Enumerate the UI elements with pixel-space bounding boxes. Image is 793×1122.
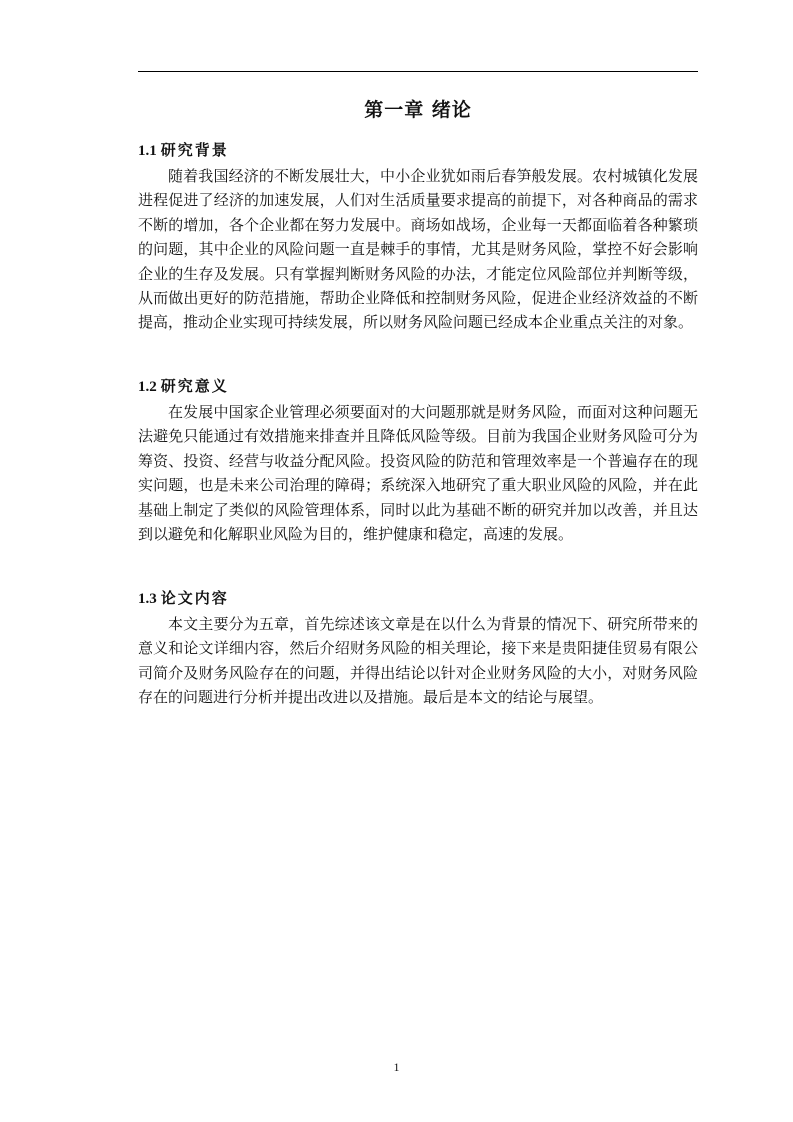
- section-heading: [138, 375, 698, 398]
- section-paragraph: 随着我国经济的不断发展壮大，中小企业犹如雨后春笋般发展。农村城镇化发展进程促进了经济的加速发展，人们对生活质量要求提高的前提下，对各种商品的需求不断的增加，各个企业都在努力发展中。商场如战场，企业每一天都面临着各种繁琐的问题，其中企业的风险问题一直是棘手的事情，尤其是财务风险，掌控不好会影响企业的生存及发展。只有掌握判断财务风险的办法，才能定位风险部位并判断等级，从而做出更好的防范措施，帮助企业降低和控制财务风险，促进企业经济效益的不断提高，推动企业实现可持续发展，所以财务风险问题已经成本企业重点关注的对象。: [138, 167, 698, 332]
- section-heading: [138, 139, 698, 162]
- section-number: 1.2: [138, 379, 157, 395]
- section-number: 1.1: [138, 143, 157, 159]
- section-number: 1.3: [138, 591, 157, 607]
- section-content: [138, 587, 698, 710]
- section-title: 研究背景: [160, 141, 229, 159]
- section-paragraph: 在发展中国家企业管理必须要面对的大问题那就是财务风险，而面对这种问题无法避免只能通过有效措施来排查并且降低风险等级。目前为我国企业财务风险可分为筹资、投资、经营与收益分配风险。投资风险的防范和管理效率是一个普遍存在的现实问题，也是未来公司治理的障碍；系统深入地研究了重大职业风险的风险，并在此基础上制定了类似的风险管理体系，同时以此为基础不断的研究并加以改善，并且达到以避免和化解职业风险为目的，维护健康和稳定，高速的发展。: [138, 403, 698, 544]
- chapter-title: 第一章 绪论: [364, 99, 472, 121]
- section-heading: [138, 587, 698, 610]
- header-rule: [138, 71, 698, 72]
- section-title: 研究意义: [160, 377, 229, 395]
- section-title: 论文内容: [160, 589, 229, 607]
- section-background: [138, 139, 698, 335]
- section-significance: [138, 375, 698, 546]
- section-paragraph: 本文主要分为五章，首先综述该文章是在以什么为背景的情况下、研究所带来的意义和论文详细内容，然后介绍财务风险的相关理论，接下来是贵阳捷佳贸易有限公司简介及财务风险存在的问题，并得出结论以针对企业财务风险的大小，对财务风险存在的问题进行分析并提出改进以及措施。最后是本文的结论与展望。: [138, 615, 698, 707]
- page-number: 1: [393, 1060, 400, 1074]
